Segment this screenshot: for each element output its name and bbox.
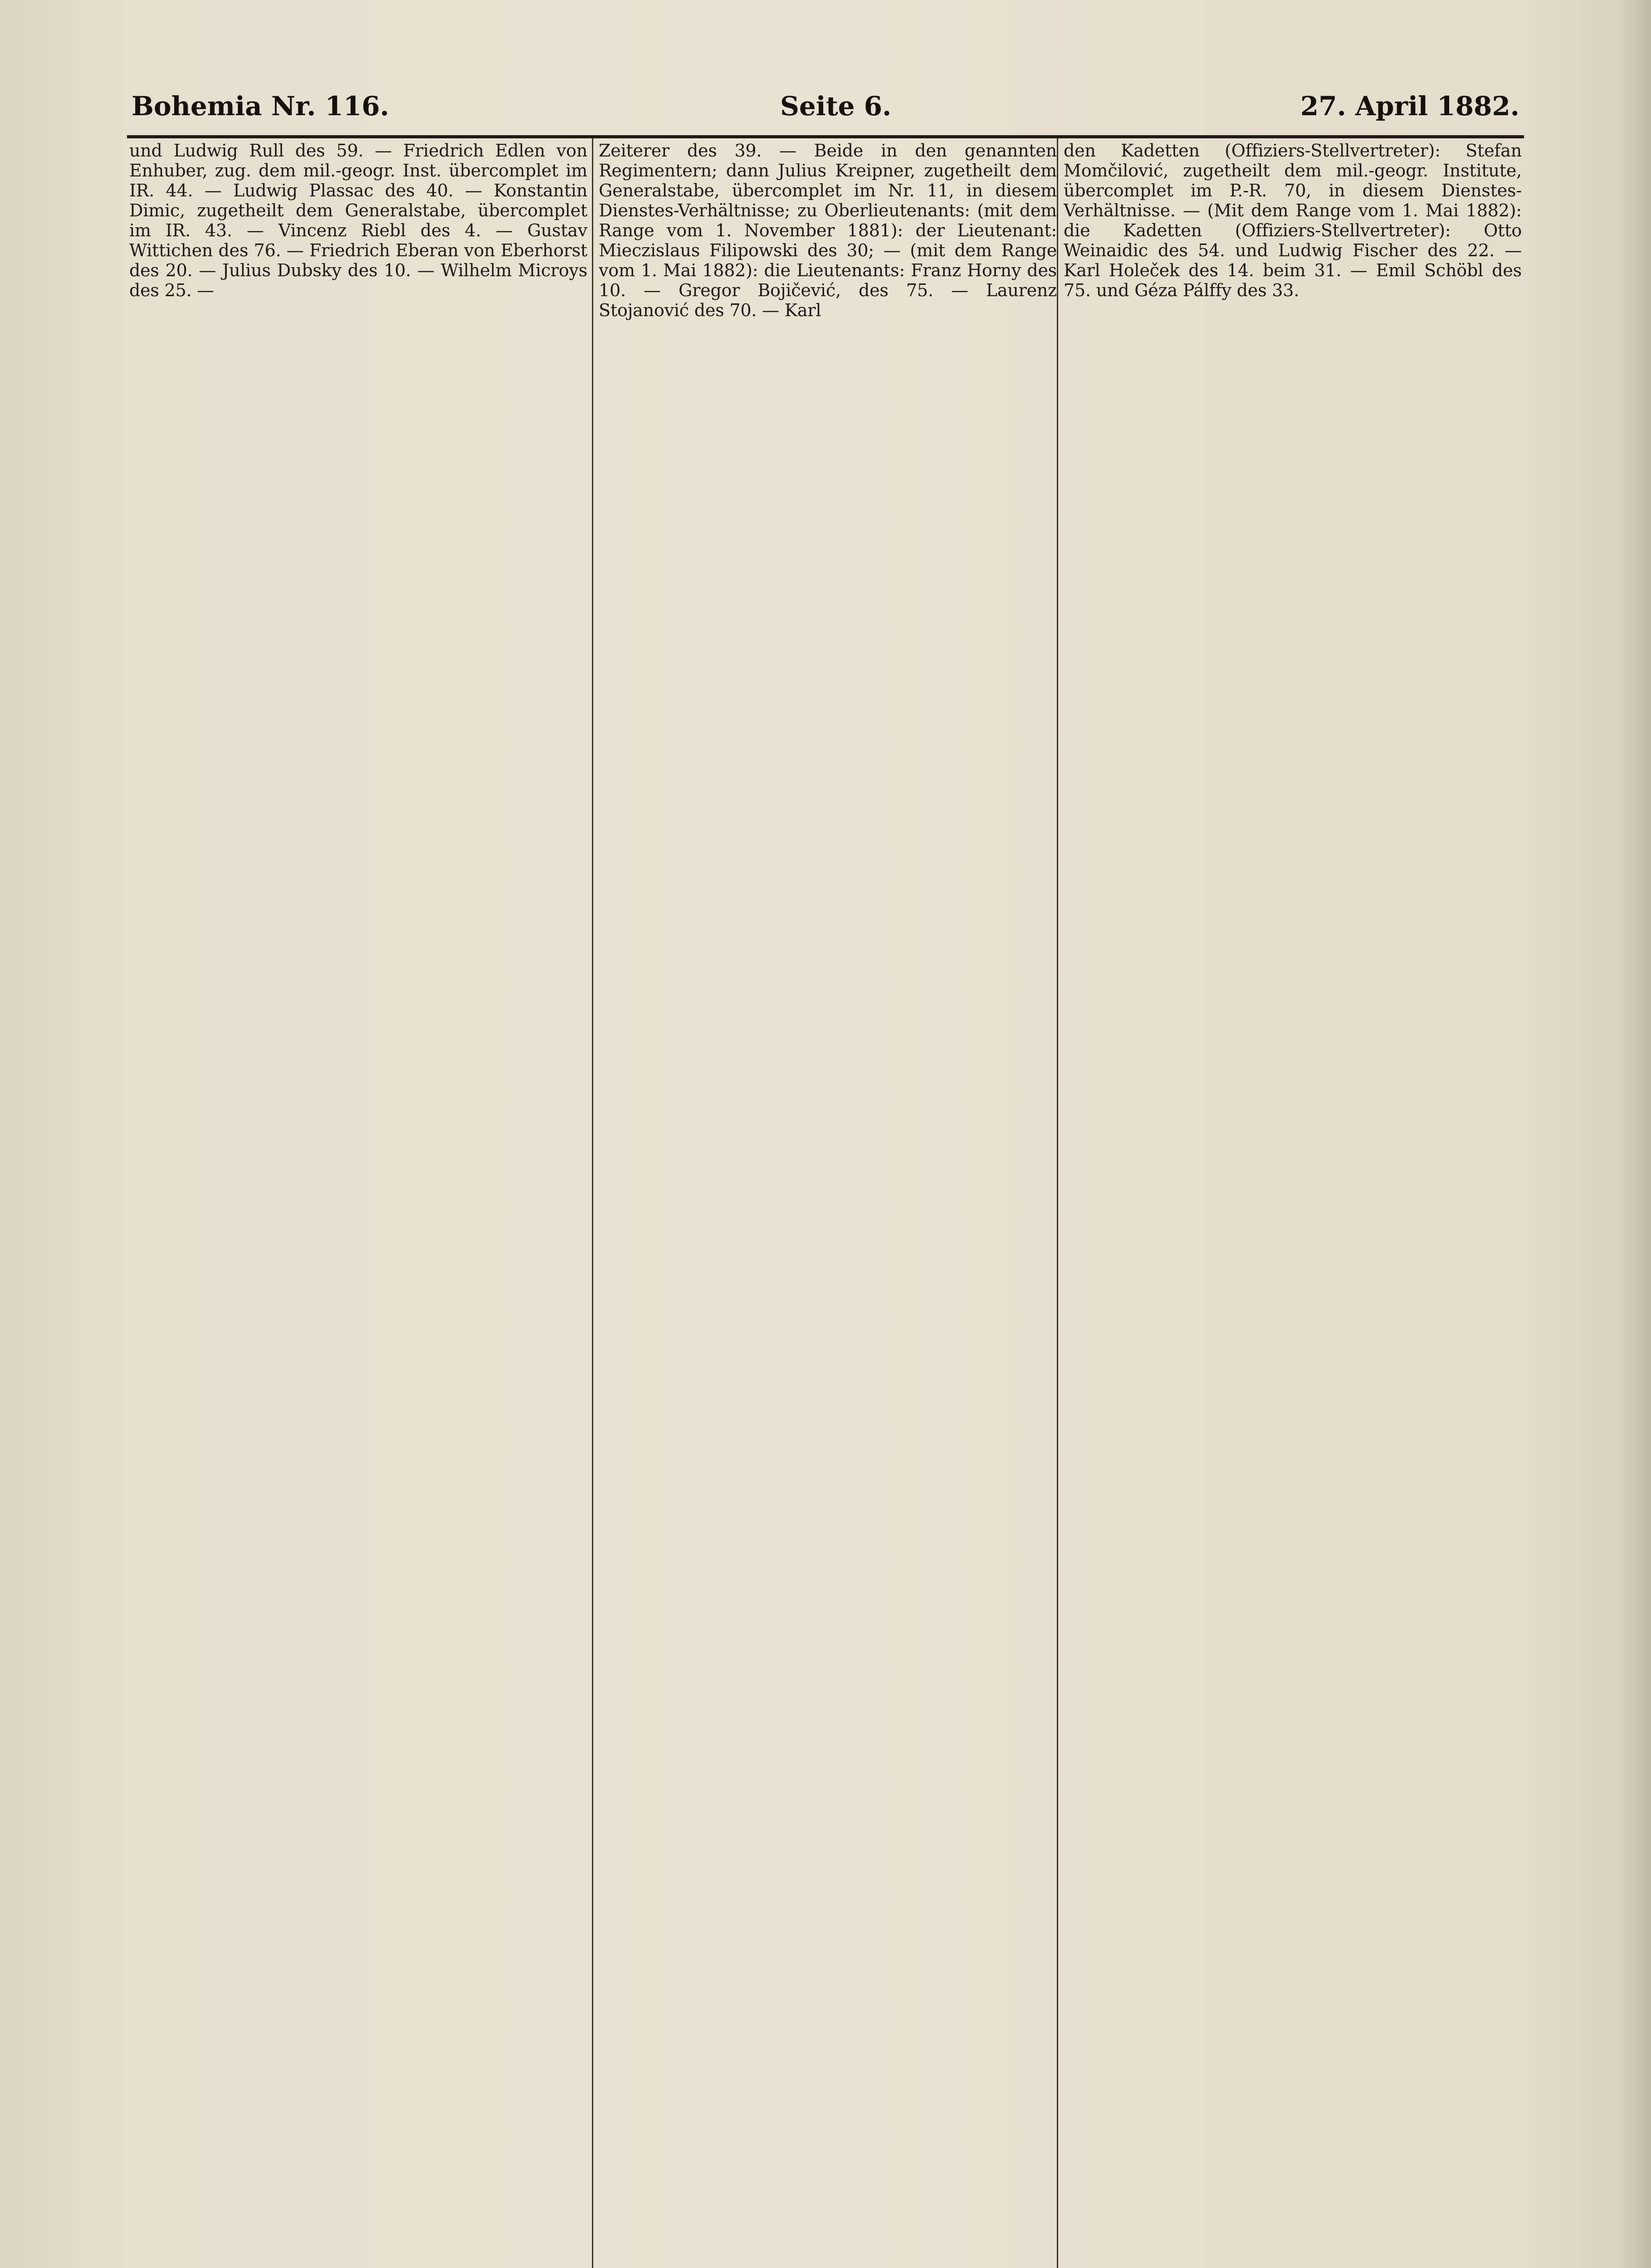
column-1-text: und Ludwig Rull des 59. — Friedrich Edlen von Enhuber, zug. dem mil.-geogr. Inst. übercomplet im IR. 44. — Ludwig Plassac des 40. — Konstantin Dimic, zugetheilt dem Generalstabe, übercomplet im IR. 43. — Vincenz Riebl des 4. — Gustav Wittichen des 76. — Friedrich Eberan von Eberhorst des 20. — Julius Dubsky des 10. — Wilhelm Microys des 25. — [129,141,587,300]
column-1 [129,141,587,2268]
header-rule [127,135,1524,138]
column-3-text: den Kadetten (Offiziers-Stellvertreter): Stefan Momčilović, zugetheilt dem mil.-geogr. Institute, übercomplet im P.-R. 70, in diesem Dienstes-Verhältnisse. — (Mit dem Range vom 1. Mai 1882): die Kadetten (Offiziers-Stellvertreter): Otto Weinaidic des 54. und Ludwig Fischer des 22. — Karl Holeček des 14. beim 31. — Emil Schöbl des 75. und Géza Pálffy des 33. [1064,141,1522,300]
page-number: Seite 6. [780,91,892,122]
masthead-issue: Bohemia Nr. 116. [132,91,389,122]
page-header [132,82,1519,132]
issue-date: 27. April 1882. [1300,91,1519,122]
column-divider-2 [1057,138,1058,2268]
column-2 [599,141,1057,2268]
column-divider-1 [592,138,593,2268]
scan-edge-shadow [1619,0,1651,2268]
column-2-text: Zeiterer des 39. — Beide in den genannten Regimentern; dann Julius Kreipner, zugetheilt dem Generalstabe, übercomplet im Nr. 11, in diesem Dienstes-Verhältnisse; zu Oberlieutenants: (mit dem Range vom 1. November 1881): der Lieutenant: Mieczislaus Filipowski des 30; — (mit dem Range vom 1. Mai 1882): die Lieutenants: Franz Horny des 10. — Gregor Bojičević, des 75. — Laurenz Stojanović des 70. — Karl [599,141,1057,320]
column-3 [1064,141,1522,2268]
